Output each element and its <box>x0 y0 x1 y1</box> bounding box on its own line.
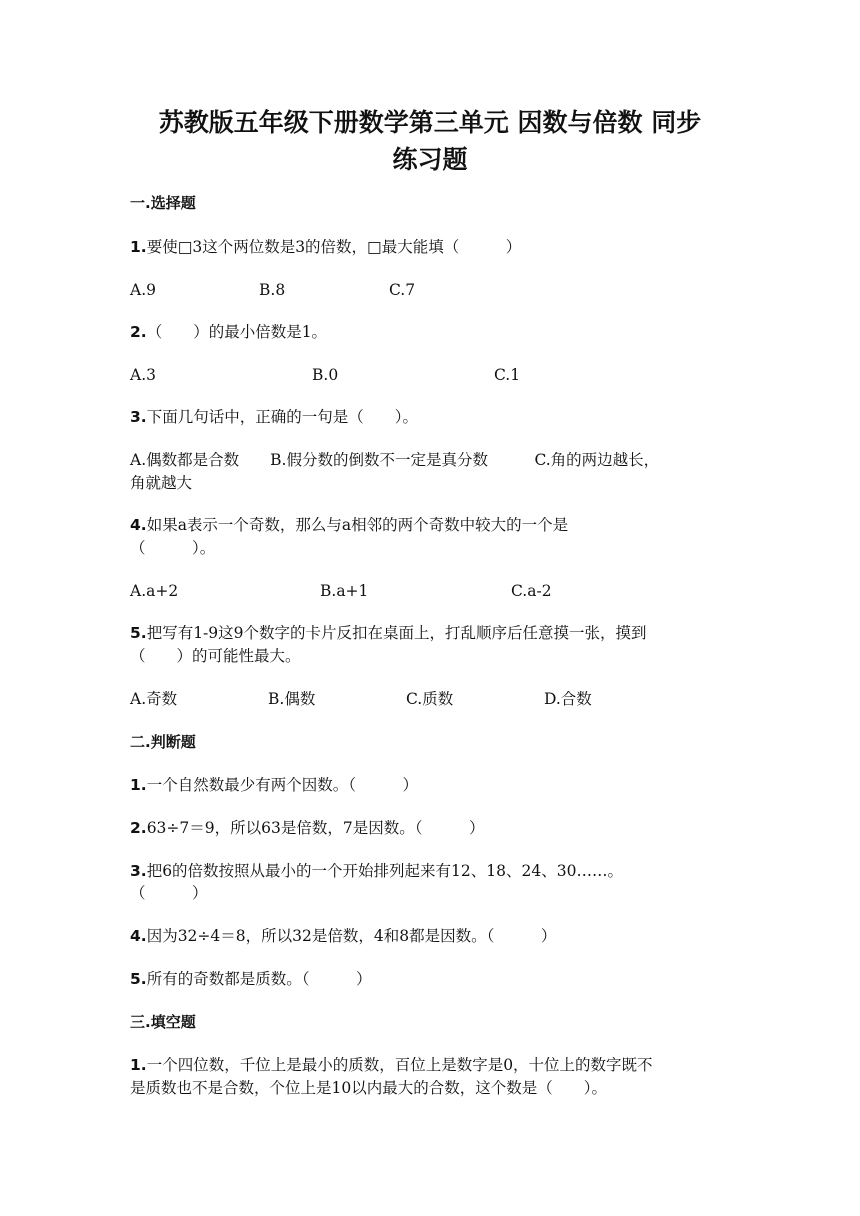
option-c: C.1 <box>494 366 521 384</box>
question-number: 5. <box>130 970 147 988</box>
option-b: B.a+1 <box>320 582 369 600</box>
option-b: B.8 <box>259 281 286 299</box>
question-3-1 <box>130 1054 730 1077</box>
question-number: 1. <box>130 776 147 794</box>
question-number: 1. <box>130 1056 147 1074</box>
question-text: 要使□3这个两位数是3的倍数，□最大能填（ ） <box>146 238 522 256</box>
options-1-3-line-1: A.偶数都是合数 B.假分数的倒数不一定是真分数 C.角的两边越长， <box>130 451 660 469</box>
options-1-2 <box>130 364 730 387</box>
question-number: 2. <box>130 819 147 837</box>
option-c: C.7 <box>389 281 416 299</box>
option-a: A.3 <box>130 366 156 384</box>
question-text-line-1: 把6的倍数按照从最小的一个开始排列起来有12、18、24、30……。 <box>146 862 623 880</box>
options-1-3-line-2: 角就越大 <box>130 474 193 492</box>
option-d: D.合数 <box>544 690 592 708</box>
option-c: C.a-2 <box>511 582 552 600</box>
title-line-1: 苏教版五年级下册数学第三单元 因数与倍数 同步 <box>158 108 702 137</box>
question-2-3-line-2: （ ） <box>130 884 208 902</box>
question-number: 1. <box>130 238 147 256</box>
options-1-5 <box>130 688 730 711</box>
option-b: B.0 <box>312 366 339 384</box>
question-text-line-1: 如果a表示一个奇数，那么与a相邻的两个奇数中较大的一个是 <box>146 516 569 534</box>
section-heading-fill-in: 三.填空题 <box>130 1013 196 1031</box>
question-number: 2. <box>130 323 147 341</box>
question-text-line-1: 把写有1-9这9个数字的卡片反扣在桌面上，打乱顺序后任意摸一张，摸到 <box>146 624 647 642</box>
question-text: 因为32÷4＝8，所以32是倍数，4和8都是因数。（ ） <box>146 927 557 945</box>
options-1-1 <box>130 279 730 302</box>
question-1-3 <box>130 406 730 429</box>
title-line-2: 练习题 <box>392 145 468 174</box>
question-text: 下面几句话中，正确的一句是（ ）。 <box>146 408 418 426</box>
option-a: A.奇数 <box>130 690 178 708</box>
question-text: 一个自然数最少有两个因数。（ ） <box>146 776 418 794</box>
section-heading-true-false: 二.判断题 <box>130 733 196 751</box>
question-2-1 <box>130 774 730 797</box>
question-text-line-1: 一个四位数，千位上是最小的质数，百位上是数字是0，十位上的数字既不 <box>146 1056 653 1074</box>
question-2-4 <box>130 925 730 948</box>
option-a: A.a+2 <box>130 582 179 600</box>
question-number: 4. <box>130 927 147 945</box>
question-number: 3. <box>130 408 147 426</box>
option-a: A.9 <box>130 281 156 299</box>
section-heading-choice: 一.选择题 <box>130 194 196 212</box>
question-text: （ ）的最小倍数是1。 <box>146 323 328 341</box>
question-1-4-line-2: （ ）。 <box>130 539 216 557</box>
option-b: B.偶数 <box>268 690 316 708</box>
options-1-4 <box>130 580 730 603</box>
question-number: 4. <box>130 516 147 534</box>
question-2-3 <box>130 860 730 883</box>
question-number: 5. <box>130 624 147 642</box>
question-3-1-line-2: 是质数也不是合数，个位上是10以内最大的合数，这个数是（ ）。 <box>130 1079 607 1097</box>
page-title <box>130 104 730 178</box>
question-2-5 <box>130 968 730 991</box>
question-1-4 <box>130 514 730 537</box>
question-text: 63÷7＝9，所以63是倍数，7是因数。（ ） <box>146 819 485 837</box>
question-1-2 <box>130 321 730 344</box>
option-c: C.质数 <box>406 690 454 708</box>
question-number: 3. <box>130 862 147 880</box>
question-1-5 <box>130 622 730 645</box>
question-1-1 <box>130 236 730 259</box>
question-text: 所有的奇数都是质数。（ ） <box>146 970 372 988</box>
question-1-5-line-2: （ ）的可能性最大。 <box>130 647 301 665</box>
question-2-2 <box>130 817 730 840</box>
